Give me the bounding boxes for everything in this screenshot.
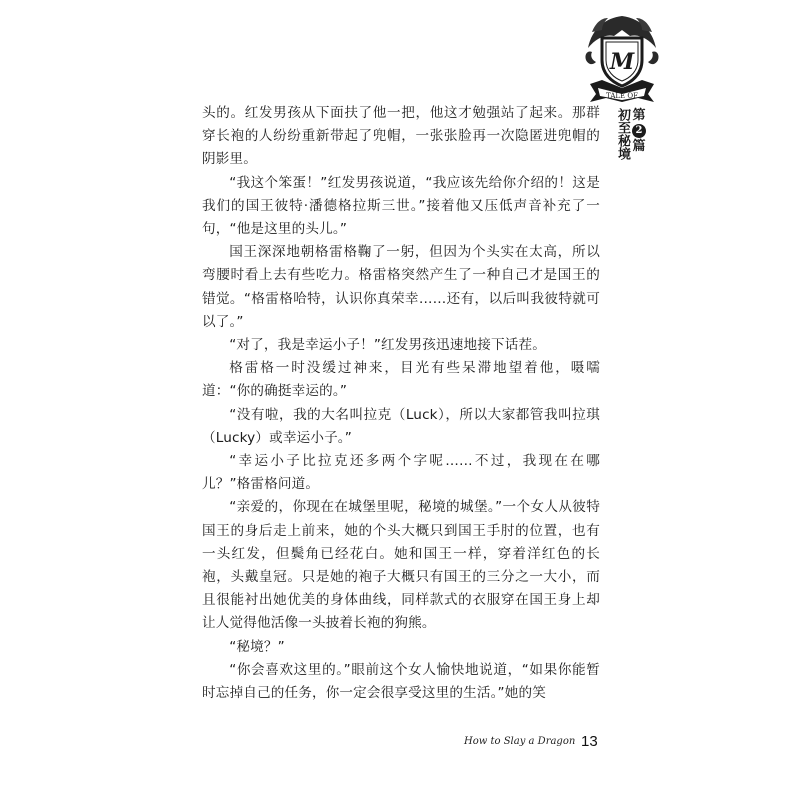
page-body-text — [202, 102, 600, 705]
paragraph: “没有啦，我的大名叫拉克（Luck），所以大家都管我叫拉琪（Lucky）或幸运小子。” — [202, 406, 600, 446]
emblem-letter: M — [609, 49, 635, 75]
chapter-suffix: 篇 — [632, 139, 646, 154]
dragon-crest-emblem-icon — [582, 8, 662, 104]
chapter-number-badge: 2 — [632, 124, 646, 138]
paragraph: “你会喜欢这里的。”眼前这个女人愉快地说道，“如果你能暂时忘掉自己的任务，你一定会很享受这里的生活。”她的笑 — [202, 661, 600, 702]
running-footer-book-title: How to Slay a Dragon — [464, 736, 576, 747]
paragraph: “我这个笨蛋！”红发男孩说道，“我应该先给你介绍的！这是我们的国王彼特·潘德格拉斯三世。”接着他又压低声音补充了一句，“他是这里的头儿。” — [202, 174, 600, 238]
paragraph: “幸运小子比拉克还多两个字呢……不过，我现在在哪儿？”格雷格问道。 — [202, 453, 600, 493]
chapter-number-column — [632, 108, 646, 188]
page-number: 13 — [581, 733, 598, 750]
paragraph: “对了，我是幸运小子！”红发男孩迅速地接下话茬。 — [229, 337, 546, 354]
paragraph: “亲爱的，你现在在城堡里呢，秘境的城堡。”一个女人从彼特国王的身后走上前来，她的个头大概只到国王手肘的位置，也有一头红发，但鬓角已经花白。她和国王一样，穿着洋红色的长袍，头戴皇冠。只是她的袍子大概只有国王的三分之一大小，而且很能衬出她优美的身体曲线，同样款式的衣服穿在国王身上却让人觉得他活像一头披着长袍的狗熊。 — [202, 499, 600, 632]
chapter-prefix: 第 — [632, 108, 646, 123]
paragraph: “秘境？” — [229, 638, 285, 655]
paragraph: 头的。红发男孩从下面扶了他一把，他这才勉强站了起来。那群穿长袍的人纷纷重新带起了兜帽，一张张脸再一次隐匿进兜帽的阴影里。 — [202, 105, 600, 168]
emblem-banner-text: TALE OF — [606, 92, 638, 100]
paragraph: 格雷格一时没缓过神来，目光有些呆滞地望着他，嗫嚅道：“你的确挺幸运的。” — [202, 360, 600, 400]
chapter-name: 初至秘境 — [615, 108, 630, 160]
paragraph: 国王深深地朝格雷格鞠了一躬，但因为个头实在太高，所以弯腰时看上去有些吃力。格雷格突然产生了一种自己才是国王的错觉。“格雷格哈特，认识你真荣幸……还有，以后叫我彼特就可以了。” — [202, 244, 600, 330]
chapter-side-title — [612, 108, 646, 188]
chapter-name-column — [615, 108, 630, 188]
